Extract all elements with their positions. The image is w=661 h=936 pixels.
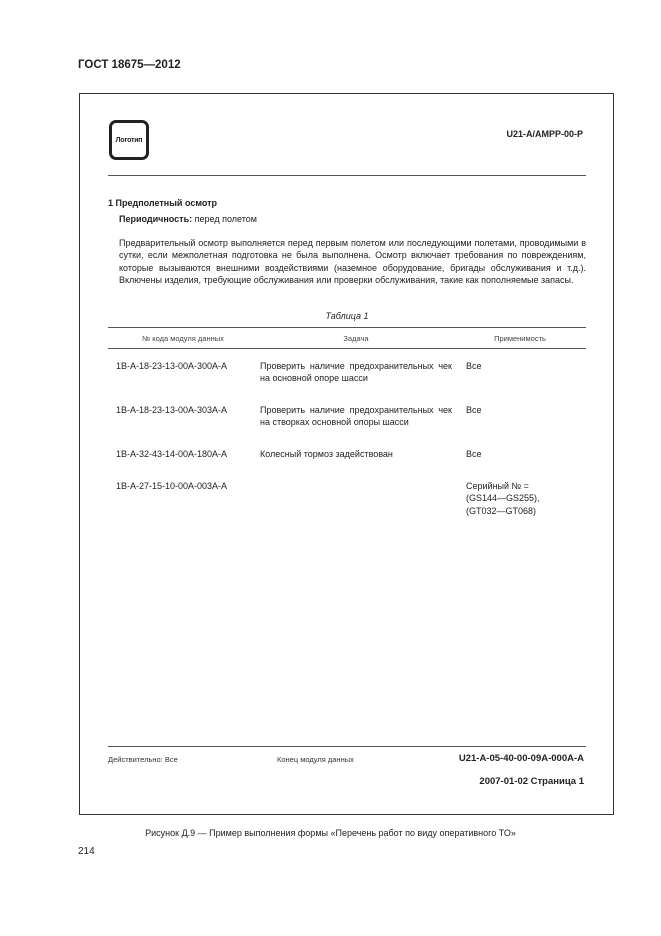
description-paragraph: Предварительный осмотр выполняется перед первым полетом или последующими полетами, проводимыми в сутки, если межполетная подготовка не была выполнена. Осмотр включает требования по повреждениям, которые вызываются внешними воздействиями (наземное оборудование, бригады обслуживания и т.д.). Включены изделия, требующие обслуживания или проверки обслуживания, такие как пополняемые запасы. xyxy=(119,238,586,286)
row-code: 1B-A-27-15-10-00A-003A-A xyxy=(116,481,228,491)
data-module-code: U21-A-05-40-00-09A-000A-A xyxy=(458,753,584,764)
row-code: 1B-A-18-23-13-00A-300A-A xyxy=(116,361,228,371)
row-task: Колесный тормоз задействован xyxy=(260,449,393,459)
logo xyxy=(109,120,149,160)
column-header-code: № кода модуля данных xyxy=(142,334,224,343)
section-title: 1 Предполетный осмотр xyxy=(108,198,218,208)
logo-text: Логотип xyxy=(115,136,143,144)
row-applicability: Все xyxy=(466,405,482,415)
periodicity-label: Периодичность: xyxy=(119,214,193,224)
table-header-border xyxy=(108,348,586,349)
table-top-border xyxy=(108,327,586,328)
row-code: 1B-A-18-23-13-00A-303A-A xyxy=(116,405,228,415)
figure-caption: Рисунок Д.9 — Пример выполнения формы «Перечень работ по виду оперативного ТО» xyxy=(145,828,516,838)
row-applicability: Серийный № = (GS144—GS255), (GT032—GT068) xyxy=(466,481,540,516)
periodicity xyxy=(119,214,257,224)
validity-note: Действительно: Все xyxy=(108,755,178,764)
page-number: 214 xyxy=(78,846,95,857)
document-code: U21-A/AMPP-00-P xyxy=(506,129,583,139)
periodicity-value: перед полетом xyxy=(192,214,257,224)
date-and-page: 2007-01-02 Страница 1 xyxy=(479,776,584,787)
row-code: 1B-A-32-43-14-00A-180A-A xyxy=(116,449,228,459)
column-header-applicability: Применимость xyxy=(494,334,546,343)
row-task: Проверить наличие предохранительных чек на створках основной опоры шасси xyxy=(260,405,452,428)
table-caption: Таблица 1 xyxy=(325,311,369,321)
end-of-module: Конец модуля данных xyxy=(277,755,354,764)
header-divider xyxy=(108,175,586,176)
row-task: Проверить наличие предохранительных чек на основной опоре шасси xyxy=(260,361,452,384)
row-applicability: Все xyxy=(466,361,482,371)
column-header-task: Задача xyxy=(343,334,369,343)
footer-divider xyxy=(108,746,586,747)
standard-header: ГОСТ 18675—2012 xyxy=(78,59,181,71)
row-applicability: Все xyxy=(466,449,482,459)
